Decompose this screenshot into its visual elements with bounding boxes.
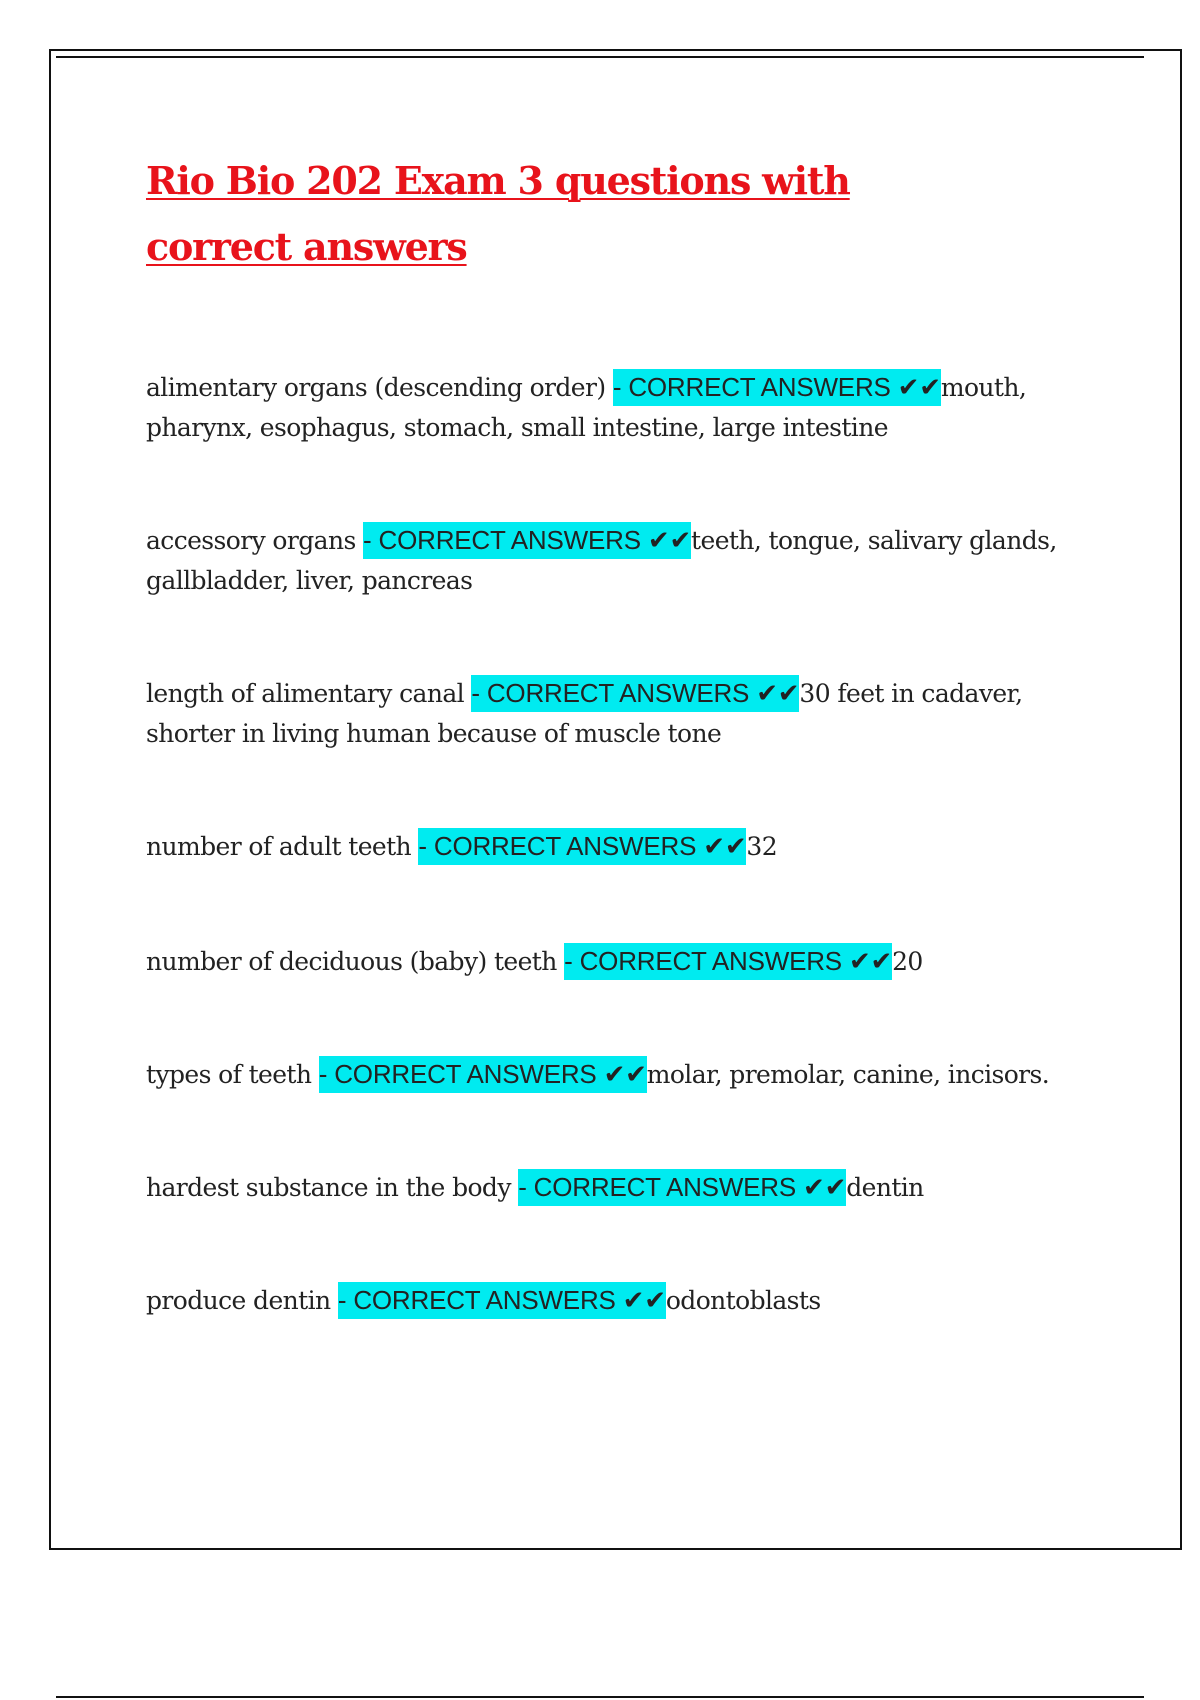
- qa-item: [146, 520, 1066, 601]
- qa-item: [146, 941, 1066, 982]
- document-title: Rio Bio 202 Exam 3 questions with correct answers: [146, 158, 850, 269]
- qa-answer: teeth, tongue, salivary glands, gallbladder, liver, pancreas: [146, 526, 1057, 595]
- qa-answer: molar, premolar, canine, incisors.: [646, 1060, 1050, 1089]
- qa-question: hardest substance in the body: [146, 1173, 519, 1202]
- qa-question: types of teeth: [146, 1060, 319, 1089]
- qa-question: length of alimentary canal: [146, 679, 472, 708]
- bottom-rule: [56, 1696, 1144, 1698]
- qa-item: [146, 367, 1066, 448]
- qa-answer: 30 feet in cadaver, shorter in living human because of muscle tone: [146, 679, 1023, 748]
- qa-answer: 32: [746, 832, 778, 861]
- correct-answers-marker: - CORRECT ANSWERS ✔✔: [338, 1282, 666, 1319]
- top-rule: [56, 56, 1144, 58]
- qa-question: number of adult teeth: [146, 832, 419, 861]
- qa-question: alimentary organs (descending order): [146, 373, 613, 402]
- qa-question: accessory organs: [146, 526, 364, 555]
- correct-answers-marker: - CORRECT ANSWERS ✔✔: [319, 1056, 647, 1093]
- qa-answer: odontoblasts: [665, 1286, 821, 1315]
- qa-answer: dentin: [846, 1173, 924, 1202]
- qa-answer: mouth, pharynx, esophagus, stomach, small intestine, large intestine: [146, 373, 1027, 442]
- correct-answers-marker: - CORRECT ANSWERS ✔✔: [418, 828, 746, 865]
- correct-answers-marker: - CORRECT ANSWERS ✔✔: [363, 522, 691, 559]
- qa-item: [146, 826, 1066, 867]
- correct-answers-marker: - CORRECT ANSWERS ✔✔: [613, 369, 941, 406]
- qa-question: number of deciduous (baby) teeth: [146, 947, 565, 976]
- qa-question: produce dentin: [146, 1286, 338, 1315]
- correct-answers-marker: - CORRECT ANSWERS ✔✔: [471, 675, 799, 712]
- qa-item: [146, 1280, 1066, 1321]
- correct-answers-marker: - CORRECT ANSWERS ✔✔: [518, 1169, 846, 1206]
- qa-answer: 20: [892, 947, 923, 976]
- qa-item: [146, 1054, 1066, 1095]
- correct-answers-marker: - CORRECT ANSWERS ✔✔: [564, 943, 892, 980]
- qa-item: [146, 1167, 1066, 1208]
- qa-item: [146, 673, 1066, 754]
